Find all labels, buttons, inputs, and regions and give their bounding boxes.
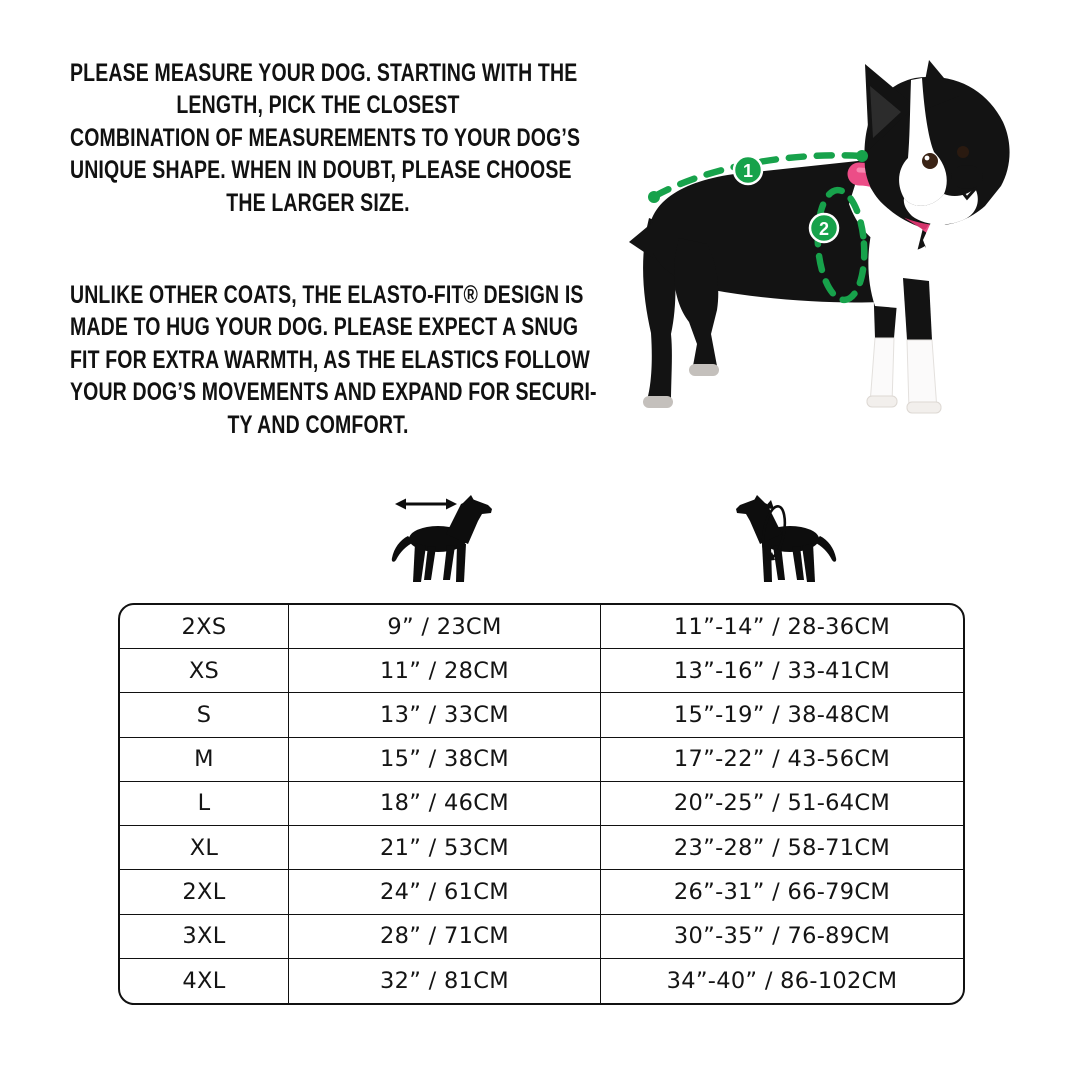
girth-cell: 30”-35” / 76-89CM [673, 923, 891, 950]
instruction-line: THE LARGER SIZE. [226, 188, 410, 217]
size-cell: M [120, 738, 289, 781]
dog-nose [951, 165, 983, 189]
measure-badge-2 [810, 214, 838, 242]
girth-cell: 15”-19” / 38-48CM [673, 702, 891, 729]
dog-tail [629, 222, 653, 258]
girth-cell: 13”-16” / 33-41CM [673, 657, 891, 684]
note-line: FIT FOR EXTRA WARMTH, AS THE ELASTICS FOLLOW [69, 345, 590, 374]
note-line: MADE TO HUG YOUR DOG. PLEASE EXPECT A SNUG [69, 313, 579, 342]
table-row [120, 649, 963, 693]
length-cell: 18” / 46CM [289, 782, 601, 825]
paw [907, 402, 941, 413]
size-cell: L [120, 782, 289, 825]
size-table [118, 603, 965, 1005]
note-line: TY AND COMFORT. [227, 410, 409, 439]
size-cell: 2XL [120, 870, 289, 913]
measure-badge-1 [734, 156, 762, 184]
measure-instructions [69, 57, 581, 219]
girth-cell: 11”-14” / 28-36CM [673, 613, 891, 640]
size-cell: XL [120, 826, 289, 869]
table-row [120, 915, 963, 959]
table-row [120, 738, 963, 782]
table-row [120, 959, 963, 1003]
svg-text:2: 2 [818, 219, 830, 239]
instruction-line: COMBINATION OF MEASUREMENTS TO YOUR DOG’S [69, 123, 581, 152]
table-row [120, 693, 963, 737]
dog-girth-loop-icon [722, 492, 840, 590]
paw [689, 364, 719, 376]
table-row [120, 870, 963, 914]
note-line: YOUR DOG’S MOVEMENTS AND EXPAND FOR SECURI- [69, 378, 597, 407]
length-cell: 15” / 38CM [289, 738, 601, 781]
size-cell: S [120, 693, 289, 736]
length-cell: 9” / 23CM [289, 605, 601, 648]
table-row [120, 782, 963, 826]
dog-measurement-photo [615, 50, 1065, 460]
paw [867, 396, 897, 407]
instruction-line: PLEASE MEASURE YOUR DOG. STARTING WITH THE [69, 59, 578, 87]
length-cell: 21” / 53CM [289, 826, 601, 869]
paw [643, 396, 673, 408]
length-cell: 13” / 33CM [289, 693, 601, 736]
length-cell: 32” / 81CM [289, 959, 601, 1003]
size-cell: 4XL [120, 959, 289, 1003]
table-row [120, 605, 963, 649]
instruction-line: UNIQUE SHAPE. WHEN IN DOUBT, PLEASE CHOOSE [69, 156, 572, 185]
length-cell: 24” / 61CM [289, 870, 601, 913]
size-cell: XS [120, 649, 289, 692]
girth-cell: 20”-25” / 51-64CM [673, 790, 891, 817]
girth-cell: 23”-28” / 58-71CM [673, 834, 891, 861]
girth-cell: 17”-22” / 43-56CM [673, 746, 891, 773]
length-cell: 28” / 71CM [289, 915, 601, 958]
dog-length-arrow-icon [388, 492, 506, 590]
dog-eye [957, 146, 969, 158]
svg-text:1: 1 [742, 161, 754, 181]
girth-cell: 26”-31” / 66-79CM [673, 878, 891, 905]
dog-eye [922, 153, 938, 169]
table-row [120, 826, 963, 870]
elasto-fit-note [69, 279, 597, 441]
size-cell: 2XS [120, 605, 289, 648]
instruction-line: LENGTH, PICK THE CLOSEST [176, 91, 460, 120]
length-cell: 11” / 28CM [289, 649, 601, 692]
girth-cell: 34”-40” / 86-102CM [666, 967, 898, 994]
note-line: UNLIKE OTHER COATS, THE ELASTO-FIT® DESIGN IS [69, 281, 584, 309]
size-cell: 3XL [120, 915, 289, 958]
